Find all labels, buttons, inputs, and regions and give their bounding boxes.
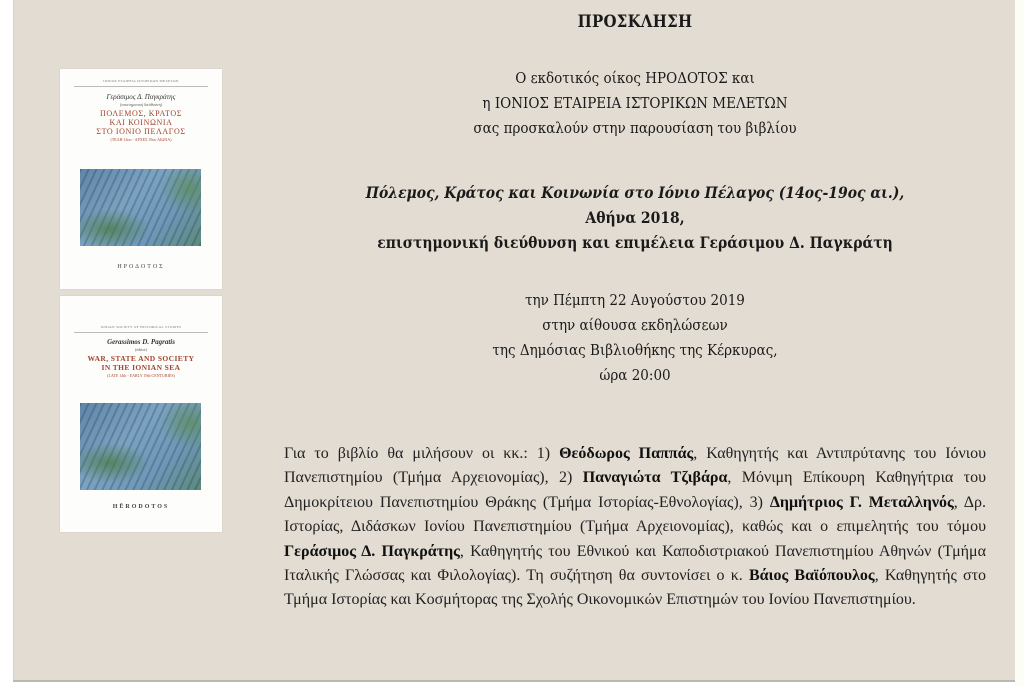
- cover-title-line: WAR, STATE AND SOCIETY: [87, 354, 195, 363]
- cover-series: ΙΟΝΙΟΣ ΕΤΑΙΡΕΙΑ ΙΣΤΟΡΙΚΩΝ ΜΕΛΕΤΩΝ: [74, 79, 208, 87]
- cover-publisher: ΗΡΟΔΟΤΟΣ: [117, 264, 165, 270]
- event-details: [325, 288, 946, 388]
- event-time: ώρα 20:00: [599, 366, 671, 384]
- speaker-name: Δημήτριος Γ. Μεταλληνός: [769, 493, 954, 511]
- event-date: την Πέμπτη 22 Αυγούστου 2019: [525, 291, 745, 309]
- speaker-name: Παναγιώτα Τζιβάρα: [582, 469, 728, 487]
- speakers-paragraph: [284, 442, 986, 613]
- cover-title-line: ΚΑΙ ΚΟΙΝΩΝΙΑ: [109, 118, 173, 127]
- cover-title: [66, 109, 216, 136]
- invitation-heading: ΠΡΟΣΚΛΗΣΗ: [577, 12, 693, 32]
- speakers-text: , Καθηγητής στο Τμήμα Ιστορίας και Κοσμήτορας της Σχολής Οικονομικών Επιστημών του Ιονίου Πανεπιστημίου.: [284, 567, 987, 609]
- book-cover-greek: [60, 69, 222, 289]
- book-cover-english: [60, 296, 222, 532]
- page-edge: [1015, 0, 1024, 686]
- book-info: [325, 180, 946, 255]
- speaker-name: Θεόδωρος Παππάς: [559, 445, 694, 462]
- event-venue: της Δημόσιας Βιβλιοθήκης της Κέρκυρας,: [492, 341, 778, 359]
- event-room: στην αίθουσα εκδηλώσεων: [542, 316, 728, 334]
- cover-title-line: IN THE IONIAN SEA: [101, 363, 181, 372]
- cover-series: IONIAN SOCIETY OF HISTORICAL STUDIES: [74, 325, 208, 333]
- speakers-text: , Μόνιμη Επίκουρη Καθηγήτρια του Δημοκρίτειου Πανεπιστημίου Θράκης (Τμήμα Ιστορίας-Εθνολογίας), 3): [284, 469, 987, 511]
- cover-subtitle: (ΤΕΛΗ 14ου - ΑΡΧΕΣ 19ου ΑΙΩΝΑ): [110, 137, 172, 142]
- cover-role: (επιστημονική διεύθυνση): [119, 102, 162, 107]
- intro-line: η ΙΟΝΙΟΣ ΕΤΑΙΡΕΙΑ ΙΣΤΟΡΙΚΩΝ ΜΕΛΕΤΩΝ: [482, 94, 788, 112]
- naval-battle-painting: [80, 169, 201, 246]
- speakers-text: , Δρ. Ιστορίας, Διδάσκων Ιονίου Πανεπιστημίου (Τμήμα Αρχειονομίας), καθώς και ο επιμελητής του τόμου: [284, 493, 987, 536]
- invitation-intro: [325, 66, 946, 141]
- cover-author: Γεράσιμος Δ. Παγκράτης: [106, 93, 176, 101]
- cover-author: Gerassimos D. Pagratis: [107, 338, 175, 346]
- editor-name: Γεράσιμος Δ. Παγκράτης: [284, 542, 460, 560]
- intro-line: σας προσκαλούν στην παρουσίαση του βιβλίου: [473, 119, 797, 137]
- book-title: Πόλεμος, Κράτος και Κοινωνία στο Ιόνιο Πέλαγος (14ος-19ος αι.),: [365, 183, 905, 202]
- book-editor: επιστημονική διεύθυνση και επιμέλεια Γεράσιμου Δ. Παγκράτη: [377, 233, 893, 252]
- cover-subtitle: (LATE 14th - EARLY 19th CENTURIES): [107, 373, 175, 378]
- cover-title: [66, 354, 216, 372]
- speakers-text: Για το βιβλίο θα μιλήσουν οι κκ.: 1): [284, 445, 560, 462]
- speakers-text: , Καθηγητής και Αντιπρύτανης του Ιόνιου Πανεπιστημίου (Τμήμα Αρχειονομίας), 2): [284, 445, 986, 487]
- speakers-text: , Καθηγητής του Εθνικού και Καποδιστριακού Πανεπιστημίου Αθηνών (Τμήμα Ιταλικής Γλώσσας και Φιλολογίας). Τη συζήτηση θα συντονίσει ο κ.: [284, 542, 986, 585]
- cover-publisher: HĒRODOTOS: [112, 504, 170, 510]
- cover-role: (editor): [135, 347, 147, 352]
- intro-line: Ο εκδοτικός οίκος ΗΡΟΔΟΤΟΣ και: [515, 69, 755, 87]
- moderator-name: Βάιος Βαϊόπουλος: [748, 567, 875, 585]
- naval-battle-painting: [80, 403, 201, 490]
- cover-title-line: ΠΟΛΕΜΟΣ, ΚΡΑΤΟΣ: [100, 109, 182, 118]
- book-place-year: Αθήνα 2018,: [585, 208, 685, 227]
- cover-title-line: ΣΤΟ ΙΟΝΙΟ ΠΕΛΑΓΟΣ: [96, 127, 186, 136]
